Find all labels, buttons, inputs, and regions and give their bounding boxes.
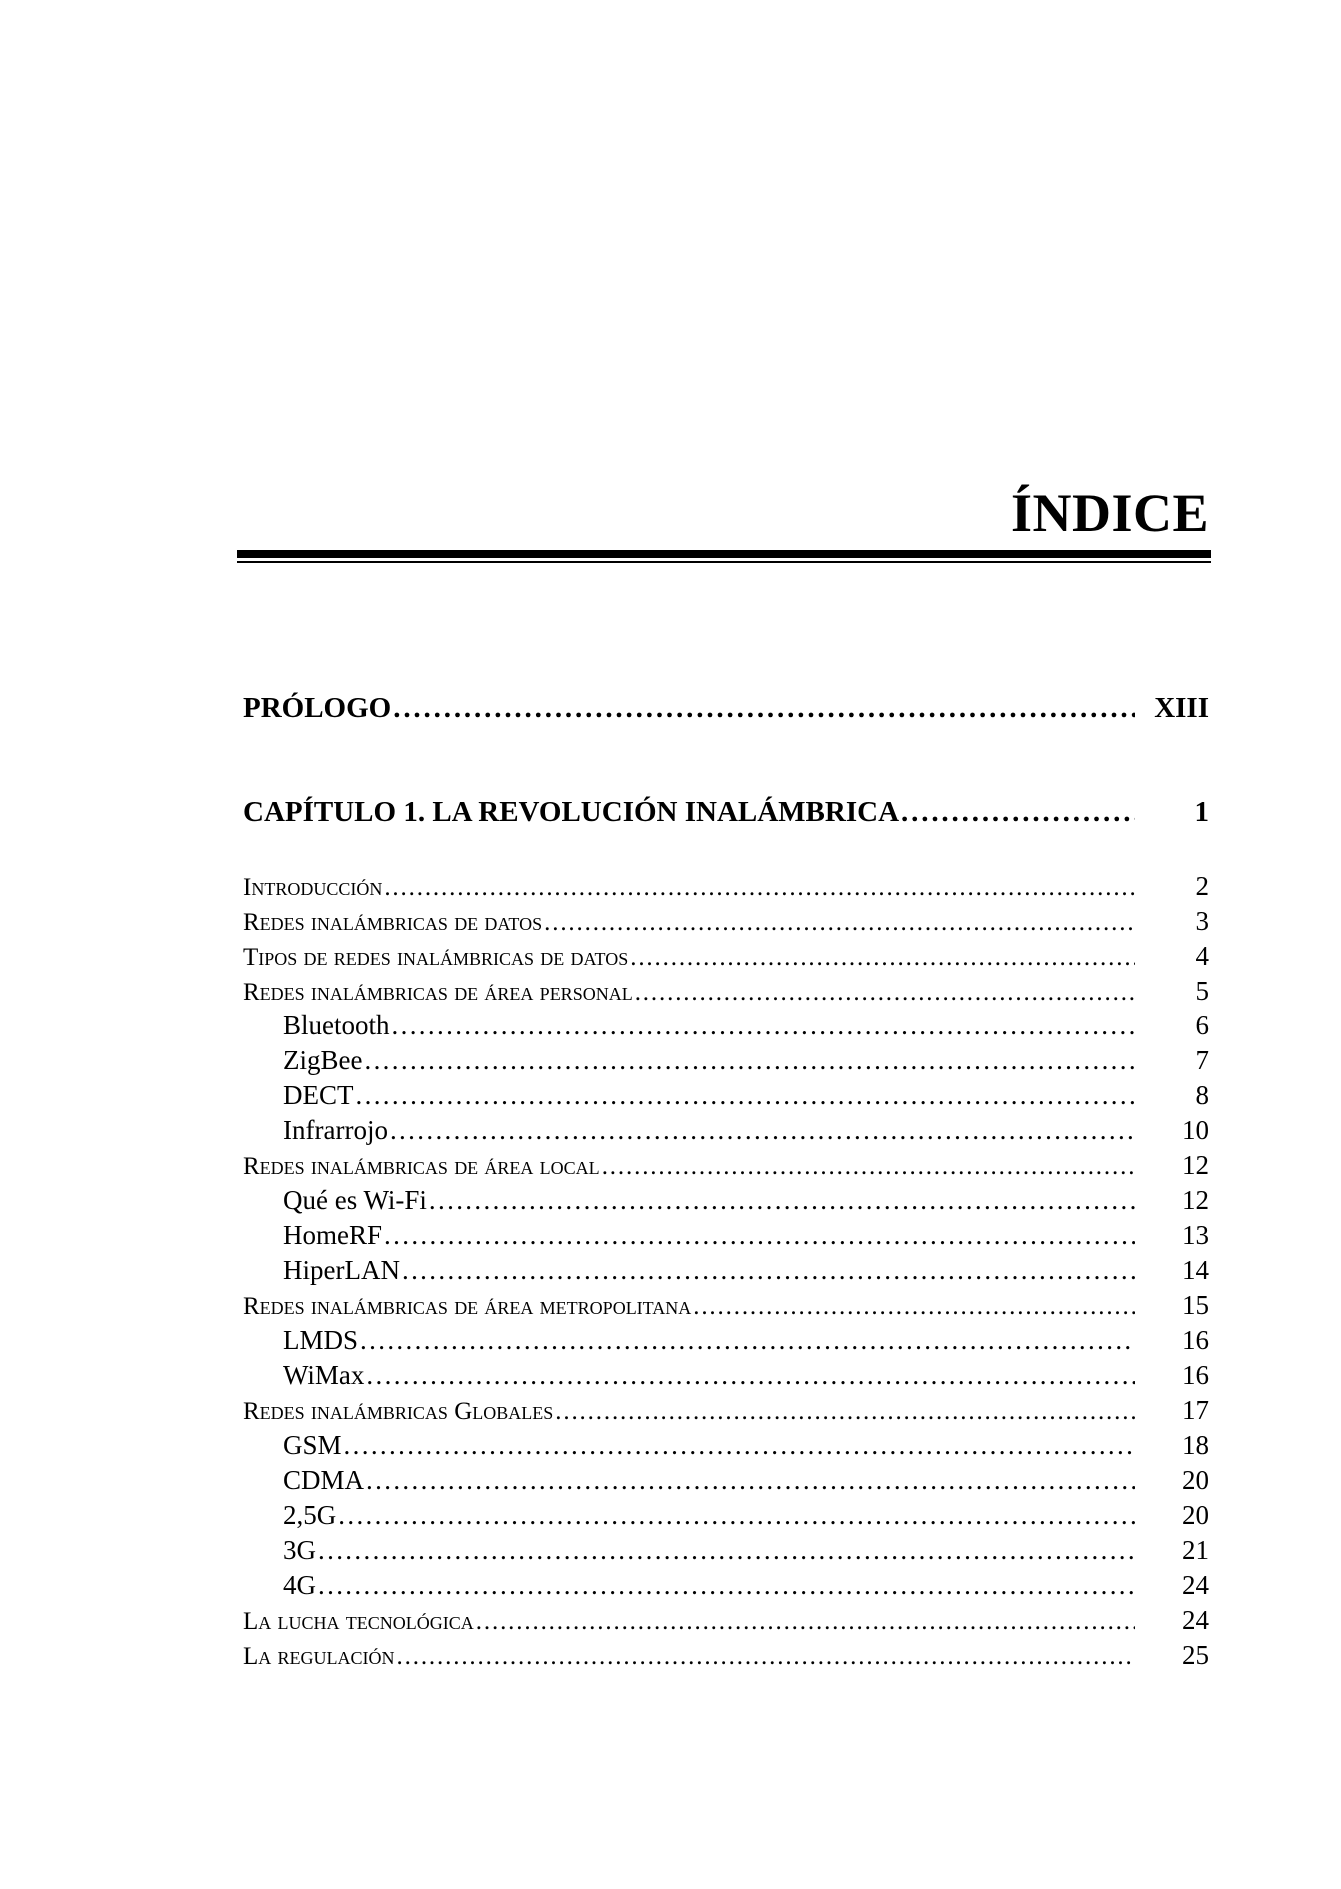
toc-entry-bluetooth[interactable] bbox=[243, 1010, 1209, 1041]
toc-entry-infrarrojo[interactable] bbox=[243, 1115, 1209, 1146]
toc-entry-hiperlan[interactable] bbox=[243, 1255, 1209, 1286]
toc-entry-label: 2,5G bbox=[283, 1500, 337, 1530]
dot-leader bbox=[429, 1185, 1135, 1216]
toc-entry-label: Redes inalámbricas de área local bbox=[243, 1153, 600, 1180]
toc-entry-page: 1 bbox=[1194, 796, 1209, 828]
page-title: ÍNDICE bbox=[1010, 483, 1209, 543]
toc-entry-label: Bluetooth bbox=[283, 1010, 390, 1040]
dot-leader bbox=[693, 1293, 1135, 1321]
toc-entry-page: 14 bbox=[1182, 1255, 1209, 1285]
dot-leader bbox=[901, 796, 1135, 829]
toc-entry-2-5g[interactable] bbox=[243, 1500, 1209, 1531]
dot-leader bbox=[635, 979, 1135, 1007]
toc-entry-label: La lucha tecnológica bbox=[243, 1608, 474, 1635]
dot-leader bbox=[356, 1080, 1136, 1111]
toc-entry-cdma[interactable] bbox=[243, 1465, 1209, 1496]
dot-leader bbox=[476, 1608, 1135, 1636]
toc-entry-label: Infrarrojo bbox=[283, 1115, 388, 1145]
toc-entry-page: 18 bbox=[1182, 1430, 1209, 1460]
toc-entry-label: Introducción bbox=[243, 874, 383, 901]
toc-entry-zigbee[interactable] bbox=[243, 1045, 1209, 1076]
toc-entry-page: 7 bbox=[1195, 1045, 1209, 1075]
toc-entry-page: 16 bbox=[1182, 1360, 1209, 1390]
dot-leader bbox=[393, 692, 1135, 725]
dot-leader bbox=[384, 1220, 1135, 1251]
toc-entry-chapter-1[interactable] bbox=[243, 796, 1209, 829]
toc-entry-homerf[interactable] bbox=[243, 1220, 1209, 1251]
toc-entry-area-metropolitana[interactable] bbox=[243, 1290, 1209, 1321]
toc-entry-globales[interactable] bbox=[243, 1395, 1209, 1426]
toc-entry-page: 20 bbox=[1182, 1465, 1209, 1495]
toc-entry-label: PRÓLOGO bbox=[243, 692, 392, 724]
dot-leader bbox=[360, 1325, 1135, 1356]
title-rule-thick bbox=[237, 550, 1211, 558]
dot-leader bbox=[366, 1465, 1135, 1496]
toc-entry-page: 24 bbox=[1182, 1570, 1209, 1600]
toc-entry-page: 8 bbox=[1195, 1080, 1209, 1110]
dot-leader bbox=[384, 874, 1135, 902]
toc-entry-lucha-tecnologica[interactable] bbox=[243, 1605, 1209, 1636]
toc-entry-regulacion[interactable] bbox=[243, 1640, 1209, 1671]
dot-leader bbox=[318, 1570, 1135, 1601]
toc-entry-label: CAPÍTULO 1. LA REVOLUCIÓN INALÁMBRICA bbox=[243, 796, 900, 828]
toc-entry-label: 3G bbox=[283, 1535, 316, 1565]
toc-entry-page: XIII bbox=[1154, 692, 1209, 724]
toc-entry-label: DECT bbox=[283, 1080, 354, 1110]
toc-entry-page: 21 bbox=[1182, 1535, 1209, 1565]
toc-entry-page: 10 bbox=[1182, 1115, 1209, 1145]
toc-entry-redes-datos[interactable] bbox=[243, 906, 1209, 937]
dot-leader bbox=[402, 1255, 1135, 1286]
toc-entry-area-local[interactable] bbox=[243, 1150, 1209, 1181]
dot-leader bbox=[366, 1360, 1135, 1391]
toc-entry-page: 17 bbox=[1182, 1395, 1209, 1425]
toc-entry-label: Redes inalámbricas de datos bbox=[243, 909, 543, 936]
dot-leader bbox=[344, 1430, 1135, 1461]
toc-entry-gsm[interactable] bbox=[243, 1430, 1209, 1461]
toc-entry-wifi[interactable] bbox=[243, 1185, 1209, 1216]
toc-entry-label: Qué es Wi-Fi bbox=[283, 1185, 427, 1215]
dot-leader bbox=[630, 944, 1135, 972]
dot-leader bbox=[602, 1153, 1135, 1181]
toc-entry-label: Tipos de redes inalámbricas de datos bbox=[243, 944, 629, 971]
toc-entry-tipos-redes[interactable] bbox=[243, 941, 1209, 972]
toc-entry-page: 4 bbox=[1195, 941, 1209, 971]
toc-entry-label: Redes inalámbricas Globales bbox=[243, 1398, 554, 1425]
title-rule-thin bbox=[237, 561, 1211, 563]
toc-entry-label: Redes inalámbricas de área personal bbox=[243, 979, 633, 1006]
toc-entry-prologo[interactable] bbox=[243, 692, 1209, 725]
toc-entry-area-personal[interactable] bbox=[243, 976, 1209, 1007]
toc-entry-page: 25 bbox=[1182, 1640, 1209, 1670]
toc-entry-dect[interactable] bbox=[243, 1080, 1209, 1111]
toc-entry-page: 3 bbox=[1195, 906, 1209, 936]
toc-entry-wimax[interactable] bbox=[243, 1360, 1209, 1391]
toc-entry-page: 16 bbox=[1182, 1325, 1209, 1355]
toc-entry-page: 15 bbox=[1182, 1290, 1209, 1320]
toc-entry-label: 4G bbox=[283, 1570, 316, 1600]
dot-leader bbox=[392, 1010, 1136, 1041]
toc-entry-label: Redes inalámbricas de área metropolitana bbox=[243, 1293, 692, 1320]
toc-entry-page: 13 bbox=[1182, 1220, 1209, 1250]
toc-entry-page: 12 bbox=[1182, 1185, 1209, 1215]
dot-leader bbox=[338, 1500, 1135, 1531]
toc-entry-label: CDMA bbox=[283, 1465, 365, 1495]
toc-entry-lmds[interactable] bbox=[243, 1325, 1209, 1356]
toc-entry-page: 5 bbox=[1195, 976, 1209, 1006]
toc-entry-4g[interactable] bbox=[243, 1570, 1209, 1601]
dot-leader bbox=[397, 1643, 1135, 1671]
toc-entry-label: HiperLAN bbox=[283, 1255, 400, 1285]
toc-entry-page: 12 bbox=[1182, 1150, 1209, 1180]
toc-entry-label: WiMax bbox=[283, 1360, 365, 1390]
toc-entry-page: 2 bbox=[1195, 871, 1209, 901]
dot-leader bbox=[390, 1115, 1135, 1146]
toc-entry-page: 6 bbox=[1195, 1010, 1209, 1040]
dot-leader bbox=[544, 909, 1135, 937]
toc-entry-3g[interactable] bbox=[243, 1535, 1209, 1566]
toc-entry-page: 24 bbox=[1182, 1605, 1209, 1635]
toc-entry-page: 20 bbox=[1182, 1500, 1209, 1530]
dot-leader bbox=[555, 1398, 1135, 1426]
dot-leader bbox=[364, 1045, 1135, 1076]
toc-entry-label: La regulación bbox=[243, 1643, 395, 1670]
toc-entry-label: ZigBee bbox=[283, 1045, 363, 1075]
toc-entry-label: HomeRF bbox=[283, 1220, 383, 1250]
dot-leader bbox=[318, 1535, 1135, 1566]
toc-entry-introduccion[interactable] bbox=[243, 871, 1209, 902]
toc-entry-label: GSM bbox=[283, 1430, 342, 1460]
toc-entry-label: LMDS bbox=[283, 1325, 359, 1355]
